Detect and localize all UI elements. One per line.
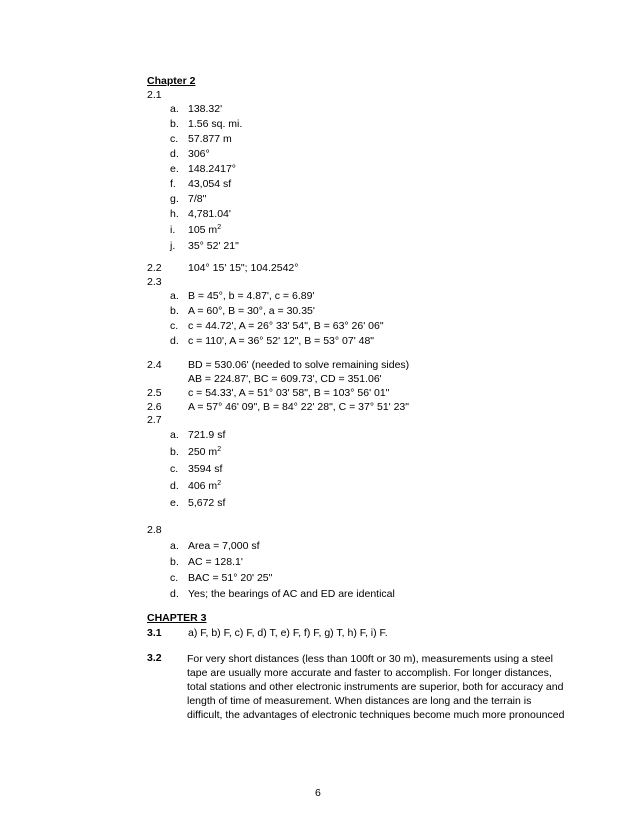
problem-number: 3.2 — [147, 652, 162, 664]
list-item: 306° — [188, 148, 210, 160]
list-letter: h. — [170, 208, 179, 220]
list-item: A = 60°, B = 30°, a = 30.35' — [188, 305, 315, 317]
list-item: 1.56 sq. mi. — [188, 118, 243, 130]
list-item: 721.9 sf — [188, 429, 226, 441]
list-item: 3594 sf — [188, 463, 223, 475]
problem-number: 3.1 — [147, 627, 162, 639]
list-letter: b. — [170, 118, 179, 130]
list-item: Yes; the bearings of AC and ED are identical — [188, 588, 395, 600]
answer-paragraph: For very short distances (less than 100ft or 30 m), measurements using a steel tape are usually more accurate and faster to accomplish. For longer distances, total stations and other electronic instruments are superior, both for accuracy and length of time of measurement. When distances are long and the terrain is difficult, the advantages of electronic techniques become much more pronounced — [187, 653, 565, 721]
chapter-2-heading: Chapter 2 — [147, 75, 196, 87]
list-letter: a. — [170, 290, 179, 302]
problem-number: 2.8 — [147, 524, 162, 536]
chapter-3-heading: CHAPTER 3 — [147, 612, 207, 624]
list-letter: d. — [170, 588, 179, 600]
list-letter: b. — [170, 556, 179, 568]
list-letter: d. — [170, 480, 179, 492]
list-letter: c. — [170, 463, 179, 475]
problem-number: 2.5 — [147, 387, 162, 399]
list-item: c = 44.72', A = 26° 33' 54", B = 63° 26' 06" — [188, 320, 384, 332]
list-letter: j. — [170, 240, 176, 252]
problem-number: 2.4 — [147, 359, 162, 371]
list-item: 5,672 sf — [188, 497, 226, 509]
list-item: B = 45°, b = 4.87', c = 6.89' — [188, 290, 315, 302]
problem-number: 2.3 — [147, 276, 162, 288]
answer-text: AB = 224.87', BC = 609.73', CD = 351.06' — [188, 373, 382, 385]
list-letter: g. — [170, 193, 179, 205]
list-letter: f. — [170, 178, 176, 190]
problem-number: 2.6 — [147, 401, 162, 413]
list-letter: a. — [170, 429, 179, 441]
list-item: 105 $m^2$ — [188, 224, 222, 236]
superscript: 2 — [217, 480, 222, 487]
list-item: 43,054 sf — [188, 178, 232, 190]
answer-text: a) F, b) F, c) F, d) T, e) F, f) F, g) T, h) F, i) F. — [188, 627, 388, 639]
list-item: BAC = 51° 20' 25" — [188, 572, 273, 584]
list-item: Area = 7,000 sf — [188, 540, 260, 552]
answer-text: 104° 15' 15"; 104.2542° — [188, 262, 299, 274]
answer-text: BD = 530.06' (needed to solve remaining sides) — [188, 359, 410, 371]
list-item: 250 $m^2$ — [188, 446, 222, 458]
list-letter: e. — [170, 497, 179, 509]
list-item: 406 $m^2$ — [188, 480, 222, 492]
list-item: 7/8" — [188, 193, 207, 205]
list-letter: e. — [170, 163, 179, 175]
list-letter: i. — [170, 224, 176, 236]
list-item: AC = 128.1' — [188, 556, 243, 568]
problem-number: 2.7 — [147, 414, 162, 426]
list-item: c = 110', A = 36° 52' 12", B = 53° 07' 48" — [188, 335, 375, 347]
list-letter: a. — [170, 103, 179, 115]
problem-number: 2.2 — [147, 262, 162, 274]
list-letter: c. — [170, 572, 179, 584]
list-item: 35° 52' 21" — [188, 240, 239, 252]
list-letter: c. — [170, 320, 179, 332]
list-item: 4,781.04' — [188, 208, 231, 220]
list-letter: c. — [170, 133, 179, 145]
answer-text: A = 57° 46' 09", B = 84° 22' 28", C = 37° 51' 23" — [188, 401, 409, 413]
list-letter: b. — [170, 446, 179, 458]
list-item: 148.2417° — [188, 163, 236, 175]
superscript: 2 — [217, 224, 222, 231]
list-letter: d. — [170, 148, 179, 160]
list-item: 57.877 m — [188, 133, 232, 145]
list-item: 138.32' — [188, 103, 223, 115]
problem-number: 2.1 — [147, 89, 162, 101]
list-letter: d. — [170, 335, 179, 347]
superscript: 2 — [217, 446, 222, 453]
list-letter: b. — [170, 305, 179, 317]
page-number: 6 — [315, 787, 321, 799]
list-letter: a. — [170, 540, 179, 552]
answer-text: c = 54.33', A = 51° 03' 58", B = 103° 56' 01" — [188, 387, 390, 399]
